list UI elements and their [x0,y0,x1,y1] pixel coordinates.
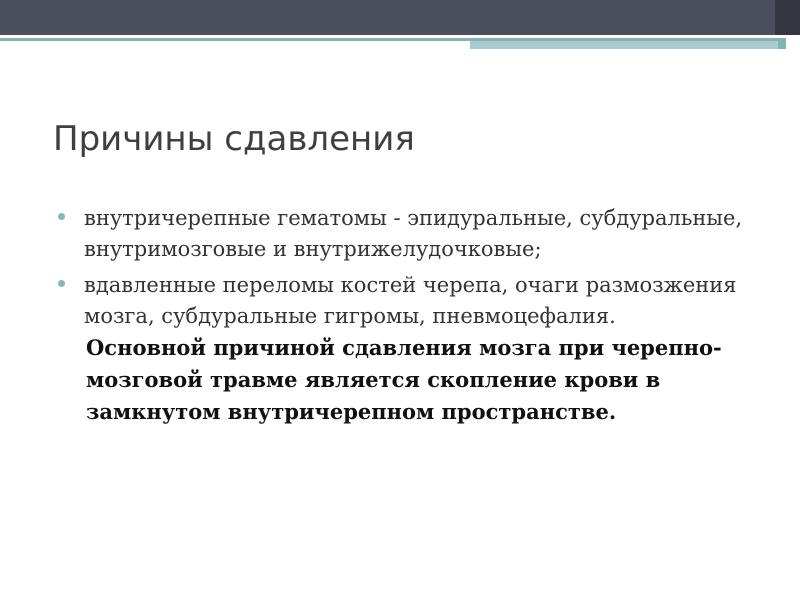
bullet-dot-icon [58,280,65,287]
slide-title: Причины сдавления [53,119,415,159]
header-bar [0,0,800,35]
bullet-list [58,203,770,428]
bullet-text: внутричерепные гематомы - эпидуральные, субдуральные, внутримозговые и внутрижелудочковые; [84,206,743,261]
header-accent-tab [778,38,786,49]
conclusion-text: Основной причиной сдавления мозга при черепно-мозговой травме является скопление крови в замкнутом внутричерепном пространстве. [86,335,722,424]
bullet-item [58,203,770,265]
bullet-text: вдавленные переломы костей черепа, очаги размозжения мозга, субдуральные гигромы, пневмоцефалия. [84,273,737,328]
header-accent-stripe [470,41,778,49]
bullet-dot-icon [58,213,65,220]
header-bar-corner [775,0,800,35]
bullet-item [58,270,770,428]
